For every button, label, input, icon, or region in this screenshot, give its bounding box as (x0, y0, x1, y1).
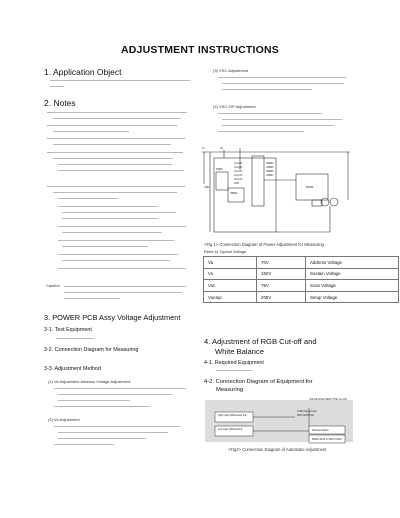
dmm-label: DMM (306, 185, 314, 189)
gnd-label: GND (204, 186, 210, 189)
vsc-fip-adjustment-heading: (4) VSC-FIP Adjustment (213, 104, 256, 109)
vr-block (228, 188, 244, 202)
pattern-generator-label: MSPG-3100 or MSTG-5400 (312, 438, 342, 441)
svg-text:Vs+CTL: Vs+CTL (234, 162, 243, 165)
page-title: ADJUSTMENT INSTRUCTIONS (120, 44, 280, 56)
typical-voltage-table (203, 256, 399, 303)
section-3-1-body (56, 338, 94, 339)
section-3-3-heading: 3-3. Adjustment Method (44, 366, 101, 372)
section-1-heading: 1. Application Object (44, 67, 122, 77)
high-light-label: High Light (White/Gold Ind) (218, 414, 247, 417)
svg-text:Vs+CTL: Vs+CTL (234, 174, 243, 177)
fig2-connection-diagram (205, 396, 355, 444)
svg-text:VRB06: VRB06 (266, 170, 274, 173)
smps-block (216, 172, 228, 190)
smps-label: SMPS (216, 168, 223, 171)
section-3-3-2-heading: (2) Vs Adjustment (48, 417, 80, 422)
section-4-2-heading-line1: 4-2. Connection Diagram of Equipment for (204, 379, 313, 385)
window-pattern-label: Window Pattern (312, 429, 329, 432)
fig2-caption: <Fig2> Connection Diagram of Automatic Adjustment (228, 447, 327, 452)
pdp-monitor-label: PDP MONITOR (297, 414, 314, 417)
section-4-heading-line1: 4. Adjustment of RGB Cut-off and (204, 337, 317, 346)
section-4-1-body (216, 370, 252, 371)
table-row: Vs 182V Sustain Voltage (204, 268, 399, 280)
svg-text:VRB07: VRB07 (266, 174, 274, 177)
fig1-caption: <Fig 1> Connection Diagram of Power Adjustment for Measuring (204, 242, 324, 247)
va-label: Va (220, 147, 223, 150)
svg-text:Vs+CTL: Vs+CTL (234, 170, 243, 173)
svg-text:VRB04: VRB04 (266, 162, 274, 165)
section-3-heading: 3. POWER PCB Assy Voltage Adjustment (44, 313, 181, 322)
cvbs-label: CVBS Signal Input (297, 410, 317, 413)
svg-text:Vs+CTL: Vs+CTL (234, 178, 243, 181)
section-4-1-heading: 4-1. Required Equipment (204, 360, 264, 366)
svg-text:VRB05: VRB05 (266, 166, 274, 169)
svg-text:Vs+CTL: Vs+CTL (234, 166, 243, 169)
section-3-1-heading: 3-1. Test Equipment (44, 327, 92, 333)
low-light-label: Low Light (White/Gold) (218, 428, 243, 431)
vs-label: Vs (202, 147, 205, 150)
vsc-adjustment-heading: (3) VSC Adjustment (213, 68, 249, 73)
color-analyzer-label: COLOR ANALYZER TYPE: CA-100 (309, 398, 347, 401)
table-row: Vsetup 205V Setup Voltage (204, 291, 399, 303)
fig1-connection-diagram (200, 140, 360, 236)
vr-label: VRB01 (230, 192, 238, 195)
section-4-2-heading-line2: Measuring (216, 387, 244, 393)
section-3-3-1-heading: (1) Va Adjustment Address Voltage Adjustment (48, 379, 131, 384)
svg-text:VFB: VFB (234, 182, 239, 185)
section-4-heading-line2: White Balance (215, 347, 264, 356)
table-row: Vsc 75V Scan Voltage (204, 280, 399, 292)
section-3-2-heading: 3-2. Connection Diagram for Measuring (44, 347, 139, 353)
table-row: Va 70V Address Voltage (204, 257, 399, 269)
connector-strip (252, 156, 264, 206)
section-2-heading: 2. Notes (44, 98, 76, 108)
refer-typical-voltage: Refer to Typical Voltage (204, 249, 247, 254)
